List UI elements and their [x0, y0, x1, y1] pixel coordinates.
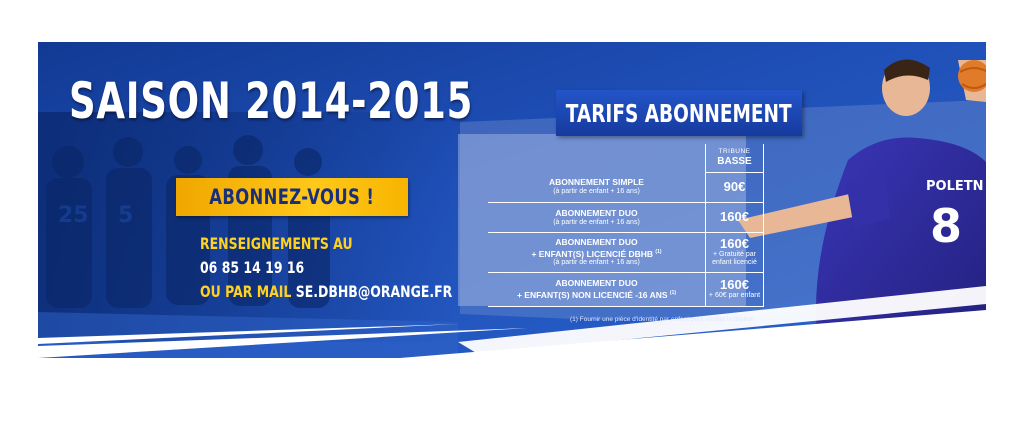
option-title-line2: [490, 288, 703, 300]
pricing-header-spacer: [488, 144, 706, 172]
tarifs-title: TARIFS ABONNEMENT: [566, 98, 792, 128]
contact-info-label: RENSEIGNEMENTS AU: [200, 234, 353, 253]
option-cell: [488, 272, 706, 306]
pricing-header-row: [488, 144, 764, 172]
table-row: [488, 232, 764, 272]
option-title: ABONNEMENT SIMPLE: [549, 177, 644, 188]
price-value: 160€: [720, 236, 749, 251]
option-title: ABONNEMENT DUO: [555, 236, 638, 247]
price-note: + Gratuité par enfant licencié: [712, 251, 757, 266]
subscribe-button[interactable]: [176, 178, 408, 216]
player-name: POLETN: [926, 179, 984, 194]
option-title: ABONNEMENT DUO: [555, 278, 638, 289]
option-cell: [488, 202, 706, 232]
option-title-line2: [490, 247, 703, 259]
option-cell: [488, 172, 706, 202]
contact-email[interactable]: SE.DBHB@ORANGE.FR: [295, 282, 453, 301]
footnote-marker: (1): [655, 248, 662, 255]
price-cell: [706, 232, 764, 272]
price-note: + 60€ par enfant: [708, 292, 761, 299]
footnote: (1) Fournir une pièce d'identité par enfant pour vérifier la filiation: [570, 316, 755, 323]
player-number: 8: [930, 199, 963, 253]
tribune-header-line1: TRIBUNE: [718, 148, 751, 156]
table-row: [488, 202, 764, 232]
option-subtitle: (à partir de enfant + 16 ans): [553, 188, 640, 196]
subscribe-label: ABONNEZ-VOUS !: [209, 185, 375, 209]
price-cell: [706, 172, 764, 202]
table-row: [488, 272, 764, 306]
svg-text:25: 25: [58, 203, 89, 228]
option-cell: [488, 232, 706, 272]
contact-block: [200, 232, 460, 304]
pricing-table: [488, 144, 764, 307]
contact-phone[interactable]: 06 85 14 19 16: [200, 258, 305, 277]
season-title: SAISON 2014-2015: [69, 72, 474, 130]
promo-banner: [38, 42, 986, 358]
option-title2: + ENFANT(S) NON LICENCIÉ -16 ANS: [516, 289, 668, 300]
tribune-header: [706, 144, 764, 172]
svg-text:5: 5: [118, 203, 134, 228]
price-value: 160€: [720, 209, 749, 224]
option-subtitle: (à partir de enfant + 16 ans): [553, 218, 640, 226]
contact-mail-line: [200, 280, 453, 304]
footnote-marker: (1): [669, 290, 677, 297]
price-value: 90€: [723, 179, 746, 194]
price-cell: [706, 272, 764, 306]
price-cell: [706, 202, 764, 232]
option-title2: + ENFANT(S) LICENCIÉ DBHB: [531, 248, 654, 259]
option-title: ABONNEMENT DUO: [555, 207, 638, 218]
tribune-header-line2: BASSE: [717, 156, 752, 168]
option-subtitle: (à partir de enfant + 16 ans): [553, 259, 640, 267]
price-value: 160€: [720, 277, 749, 292]
table-row: [488, 172, 764, 202]
contact-mail-prefix: OU PAR MAIL: [200, 282, 292, 301]
tarifs-title-box: [556, 90, 802, 136]
